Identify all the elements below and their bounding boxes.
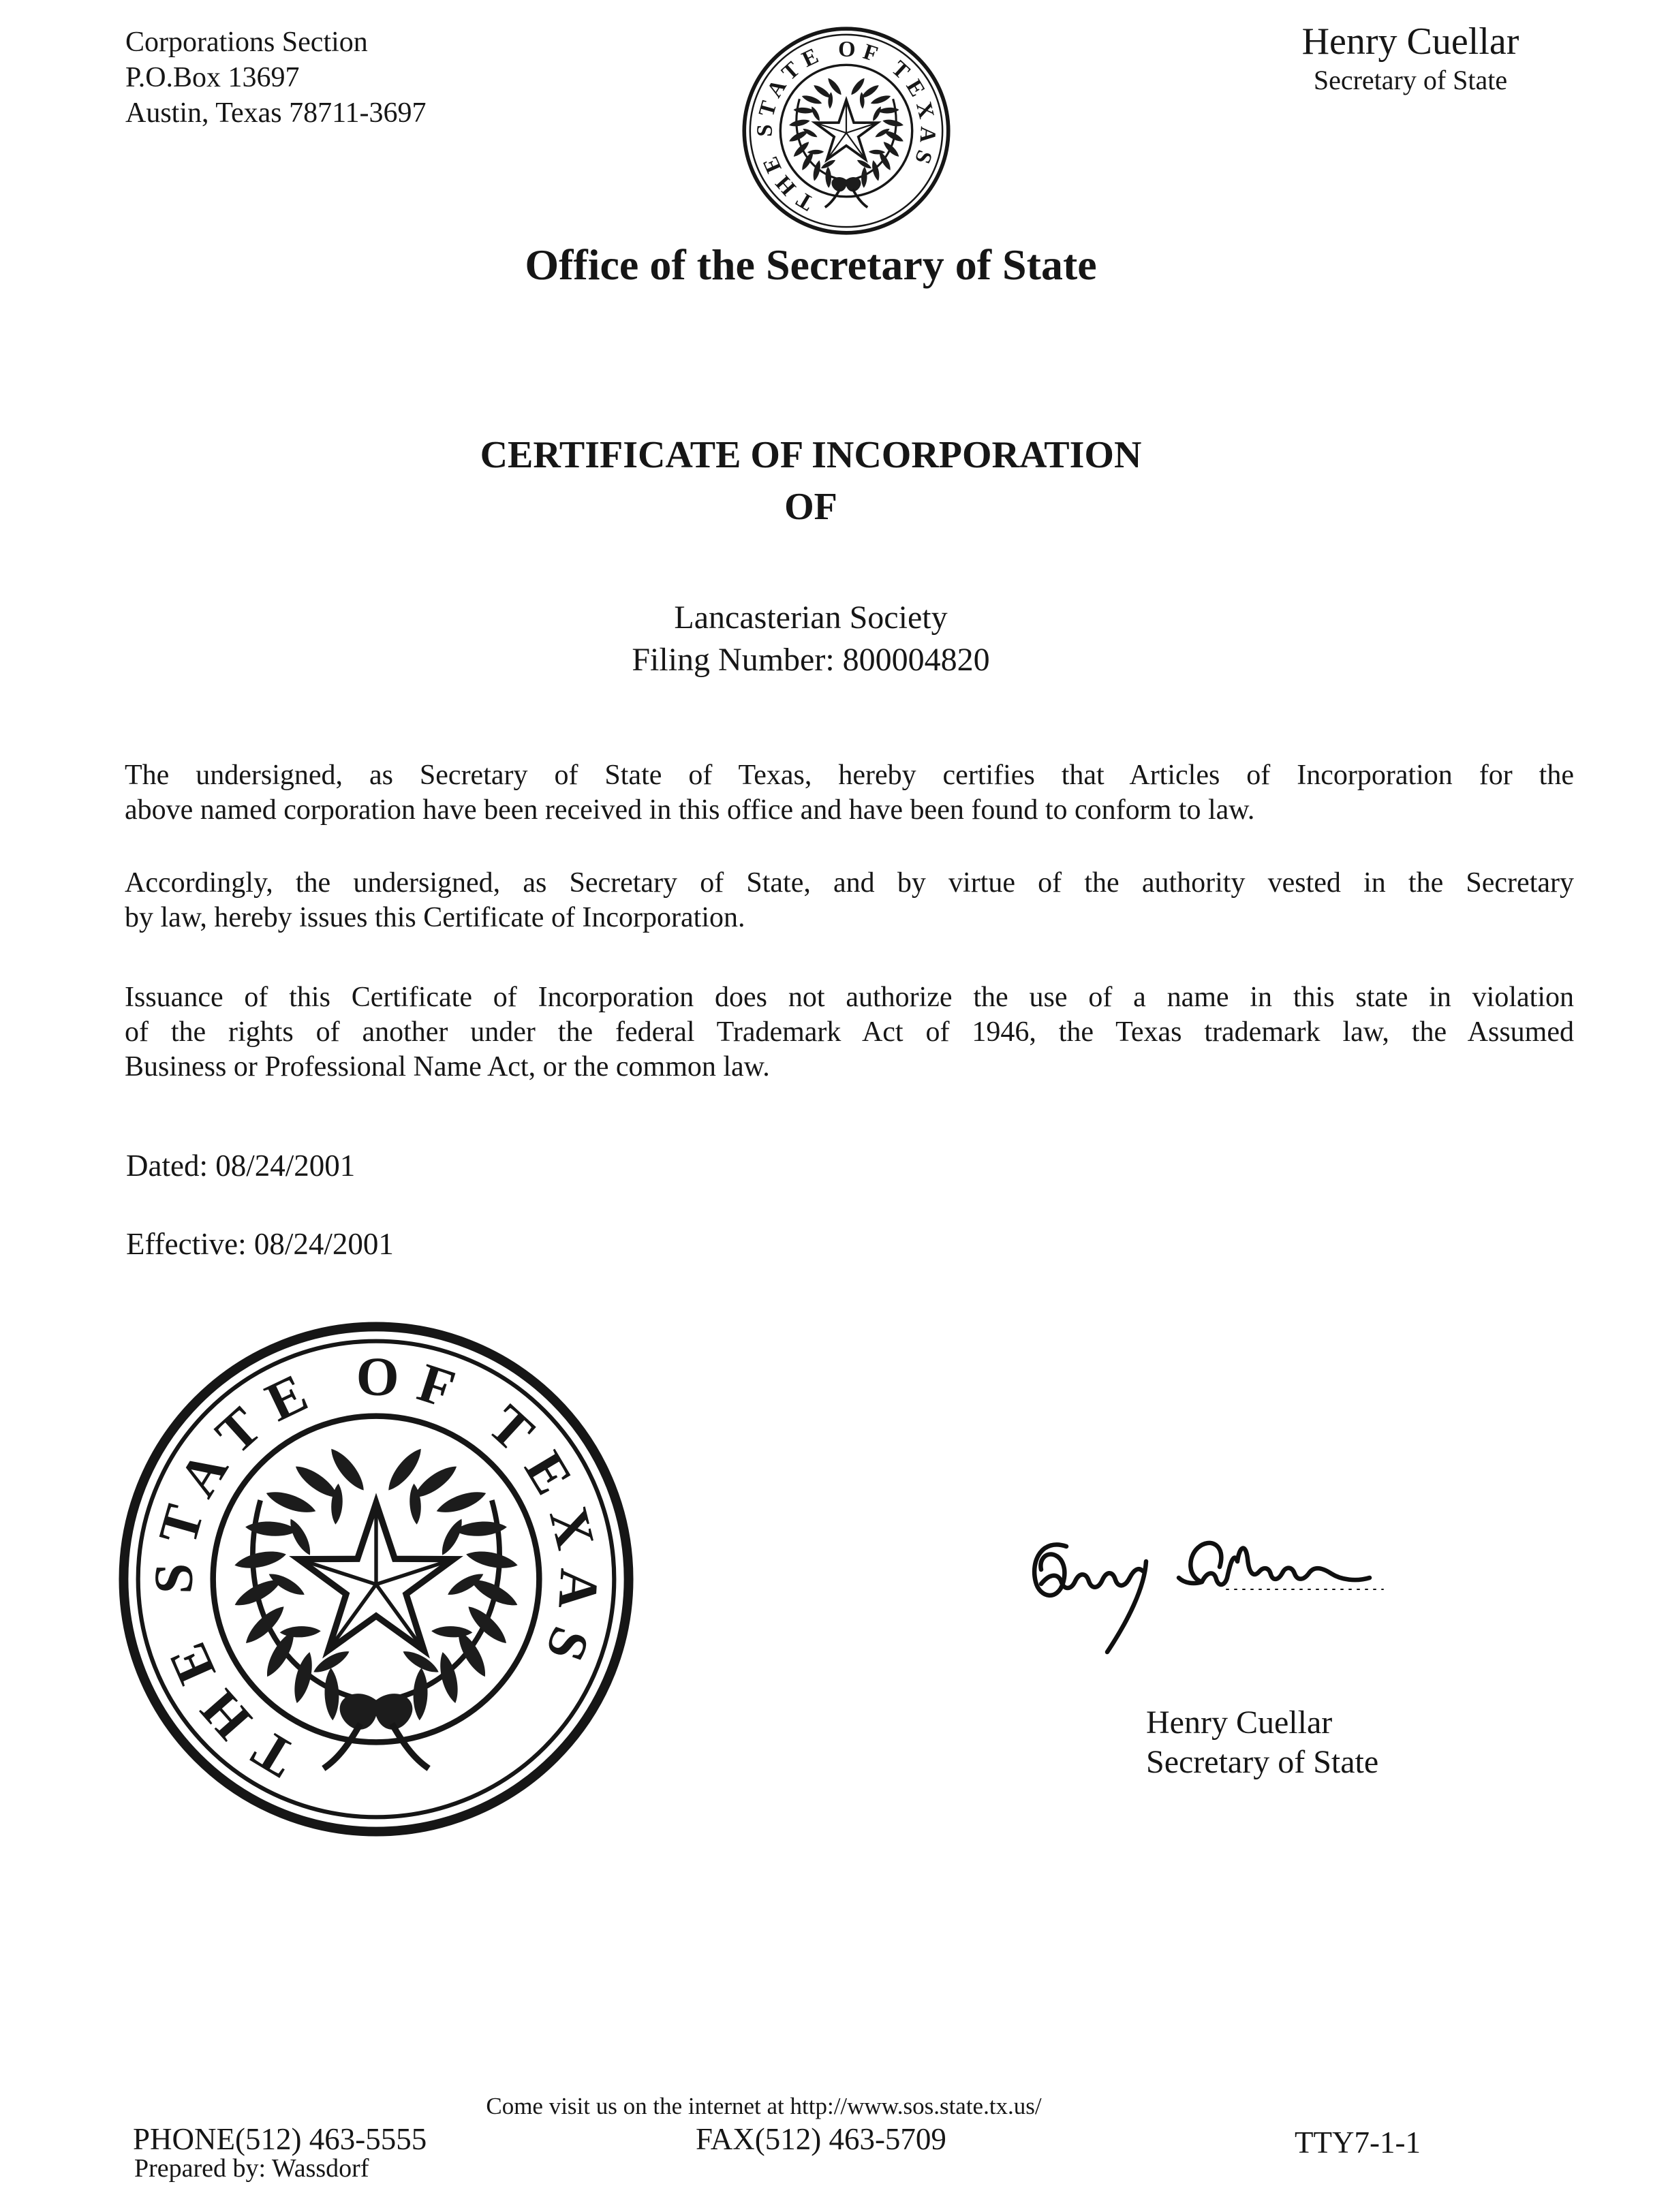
paragraph-line: by law, hereby issues this Certificate of Incorporation. — [125, 902, 745, 933]
sender-line: Corporations Section — [125, 27, 368, 58]
paragraph-line: of the rights of another under the federal Trademark Act of 1946, the Texas trademark law, the Assumed — [125, 1016, 1574, 1048]
paragraph-line: Business or Professional Name Act, or the common law. — [125, 1051, 770, 1082]
signer-block — [1146, 1703, 1378, 1782]
sender-address-block — [125, 25, 427, 131]
official-name: Henry Cuellar — [1301, 20, 1519, 63]
footer-tty: TTY7-1-1 — [1295, 2125, 1421, 2160]
paragraph-line: Issuance of this Certificate of Incorporation does not authorize the use of a name in this state in violation — [125, 982, 1574, 1013]
certificate-heading-line2: OF — [784, 486, 837, 528]
sender-line: P.O.Box 13697 — [125, 62, 300, 93]
official-title: Secretary of State — [1313, 65, 1508, 95]
signer-name: Henry Cuellar — [1146, 1704, 1333, 1741]
footer-fax: FAX(512) 463-5709 — [696, 2122, 946, 2156]
filing-number: Filing Number: 800004820 — [632, 642, 990, 678]
texas-state-seal-large — [113, 1316, 639, 1842]
entity-block — [0, 597, 1645, 681]
sender-line: Austin, Texas 78711-3697 — [125, 97, 427, 129]
paragraph-disclaimer — [125, 980, 1574, 1085]
footer-phone: PHONE(512) 463-5555 — [133, 2122, 427, 2156]
texas-state-seal-small — [740, 25, 953, 237]
effective-line: Effective: 08/24/2001 — [126, 1227, 394, 1261]
official-name-block — [1281, 19, 1540, 97]
paragraph-line: Accordingly, the undersigned, as Secretary of State, and by virtue of the authority vested in the Secretary — [125, 867, 1574, 899]
paragraph-certification — [125, 758, 1574, 828]
certificate-heading-line1: CERTIFICATE OF INCORPORATION — [480, 434, 1142, 476]
footer-website-line: Come visit us on the internet at http://www.sos.state.tx.us/ — [486, 2093, 1042, 2119]
entity-name: Lancasterian Society — [674, 599, 948, 636]
footer-prepared-by: Prepared by: Wassdorf — [134, 2154, 369, 2183]
paragraph-issuance — [125, 866, 1574, 935]
dated-line: Dated: 08/24/2001 — [126, 1149, 356, 1183]
signature-handwriting — [1002, 1519, 1479, 1696]
paragraph-line: above named corporation have been received in this office and have been found to conform to law. — [125, 794, 1255, 826]
signer-title: Secretary of State — [1146, 1744, 1379, 1780]
paragraph-line: The undersigned, as Secretary of State of Texas, hereby certifies that Articles of Incorporation for the — [125, 760, 1574, 791]
certificate-heading — [0, 429, 1645, 533]
page-title: Office of the Secretary of State — [525, 240, 1097, 289]
